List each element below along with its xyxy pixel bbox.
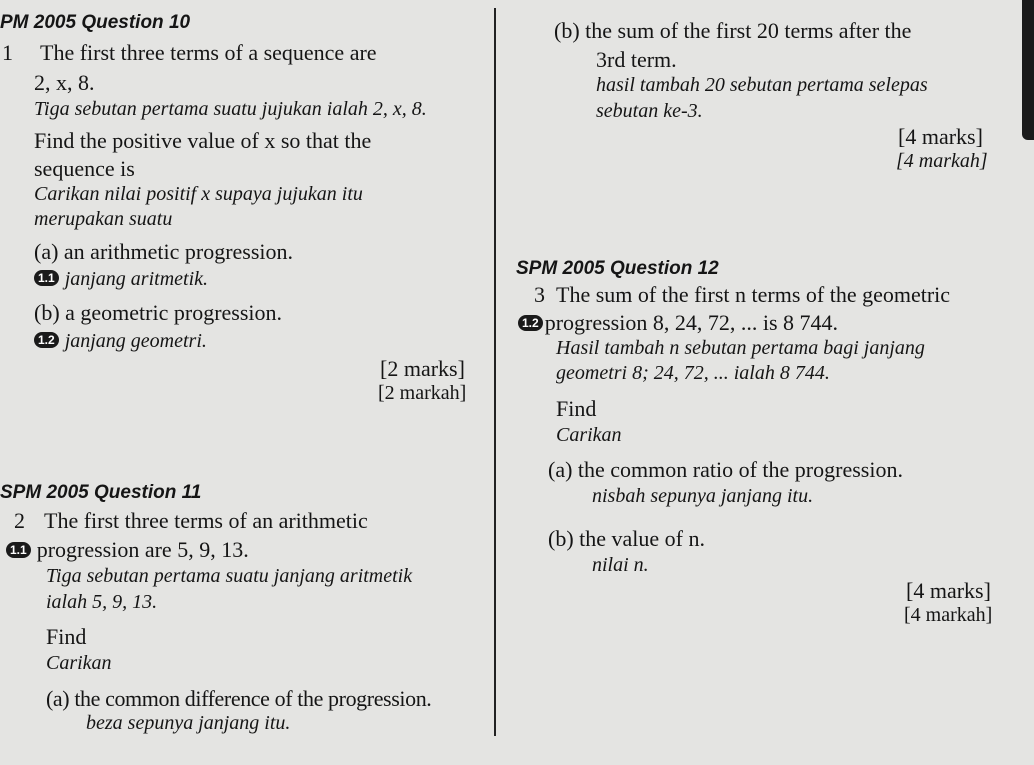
q10-find-en-line2: sequence is: [34, 156, 135, 181]
q12-stem-en-line2-row: [518, 310, 838, 336]
q11-heading: SPM 2005 Question 11: [0, 482, 202, 503]
q11-number: 2: [14, 508, 25, 533]
q12-part-a-en: (a) the common ratio of the progression.: [548, 457, 903, 482]
show-through-text: [240, 14, 245, 35]
q11-stem-ms-line2: ialah 5, 9, 13.: [46, 591, 158, 613]
page-edge-tab: [1022, 0, 1034, 140]
q10-stem-en-line2: 2, x, 8.: [34, 70, 95, 95]
q10-part-a-en: (a) an arithmetic progression.: [34, 239, 294, 264]
q10-part-b-en: (b) a geometric progression.: [34, 300, 283, 325]
q11-part-a-ms: beza sepunya janjang itu.: [86, 712, 291, 734]
q11-stem-ms-line1: Tiga sebutan pertama suatu janjang aritmetik: [46, 565, 413, 587]
q11-find-en: Find: [46, 624, 87, 649]
q11-marks-en: [4 marks]: [898, 124, 983, 149]
q12-stem-en-line1: The sum of the first n terms of the geometric: [556, 282, 951, 307]
q12-stem-ms-line2: geometri 8; 24, 72, ... ialah 8 744.: [556, 362, 830, 384]
q11-part-a-en: (a) the common difference of the progression.: [46, 686, 432, 711]
q12-part-a-ms: nisbah sepunya janjang itu.: [592, 485, 814, 507]
q12-marks-en: [4 marks]: [906, 578, 991, 603]
topic-badge: 1.2: [518, 315, 543, 331]
q10-marks-ms: [2 markah]: [378, 382, 467, 404]
topic-badge: 1.1: [34, 270, 59, 286]
q11-stem-en-line1: The first three terms of an arithmetic: [44, 508, 368, 533]
q12-part-b-ms: nilai n.: [592, 554, 649, 576]
q10-marks-en: [2 marks]: [380, 356, 465, 381]
q11-part-b-en-line2: 3rd term.: [596, 47, 677, 72]
q10-part-b-ms-line: [34, 330, 207, 353]
q10-part-a-ms-line: [34, 268, 208, 291]
q10-part-a-ms: janjang aritmetik.: [64, 268, 209, 290]
q12-marks-ms: [4 markah]: [904, 604, 993, 626]
q10-find-ms-line2: merupakan suatu: [34, 208, 173, 230]
q11-part-b-en-line1: (b) the sum of the first 20 terms after the: [554, 18, 912, 43]
q10-number: 1: [2, 40, 13, 65]
q11-stem-en-line2: progression are 5, 9, 13.: [36, 537, 249, 562]
q11-part-b-ms-line2: sebutan ke-3.: [596, 100, 703, 122]
q12-stem-ms-line1: Hasil tambah n sebutan pertama bagi janjang: [556, 337, 925, 359]
q11-marks-ms: [4 markah]: [896, 150, 988, 172]
q10-part-b-ms: janjang geometri.: [64, 330, 207, 352]
topic-badge: 1.2: [34, 332, 59, 348]
topic-badge: 1.1: [6, 542, 31, 558]
q12-heading: SPM 2005 Question 12: [516, 258, 719, 279]
q12-find-en: Find: [556, 396, 597, 421]
q10-find-en-line1: Find the positive value of x so that the: [34, 128, 372, 153]
q12-stem-en-line2: progression 8, 24, 72, ... is 8 744.: [544, 310, 839, 335]
q12-number: 3: [534, 282, 545, 307]
q11-part-b-ms-line1: hasil tambah 20 sebutan pertama selepas: [596, 74, 928, 96]
q10-stem-ms: Tiga sebutan pertama suatu jujukan ialah 2, x, 8.: [34, 98, 427, 120]
q10-find-ms-line1: Carikan nilai positif x supaya jujukan itu: [34, 183, 363, 205]
q11-stem-en-line2-row: [6, 537, 249, 563]
q12-part-b-en: (b) the value of n.: [548, 526, 705, 551]
q10-heading: PM 2005 Question 10: [0, 12, 191, 33]
q10-stem-en-line1: The first three terms of a sequence are: [40, 40, 377, 65]
column-divider: [494, 8, 496, 736]
q11-find-ms: Carikan: [46, 652, 112, 674]
q12-find-ms: Carikan: [556, 424, 622, 446]
